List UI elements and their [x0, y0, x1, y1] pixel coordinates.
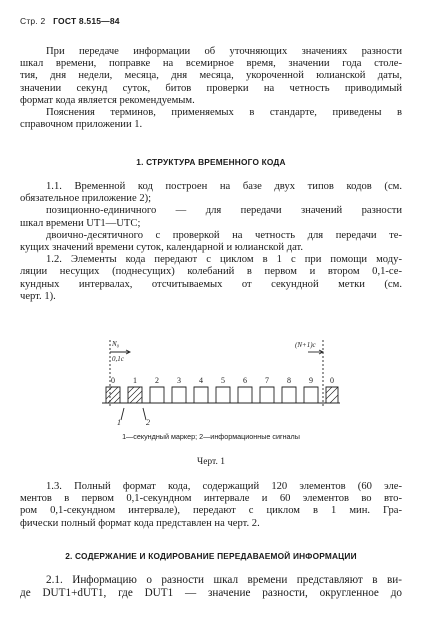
element-number: 0 [330, 376, 334, 385]
element-number: 2 [155, 376, 159, 385]
text-line: справочном приложении 1. [20, 119, 143, 131]
start-label: N₀ [112, 340, 120, 348]
element-number: 3 [177, 376, 181, 385]
marker-1-label: 1 [117, 418, 121, 425]
section-2-title: 2. СОДЕРЖАНИЕ И КОДИРОВАНИЕ ПЕРЕДАВАЕМОЙ ИНФОРМАЦИИ [65, 551, 357, 561]
pulse [106, 387, 120, 403]
element-number: 6 [243, 376, 247, 385]
interval-label: 0,1с [112, 355, 124, 363]
text-line: При передаче информации об уточняющих значениях разности [46, 46, 402, 57]
text-line: де DUT1+dUT1, где DUT1 — значение разности, округленное до [20, 587, 402, 599]
text-line: черт. 1). [20, 290, 56, 302]
pulse [150, 387, 164, 403]
pulse [238, 387, 252, 403]
element-number: 5 [221, 376, 225, 385]
element-number: 8 [287, 376, 291, 385]
pulse [282, 387, 296, 403]
hatched-pulse [106, 387, 338, 403]
text-line: формат кода является рекомендуемым. [20, 94, 195, 106]
text-line: 1.3. Полный формат кода, содержащий 120 элементов (60 эле- [46, 481, 402, 492]
section-2-text [20, 574, 402, 600]
text-line: 1.2. Элементы кода передают с циклом в 1 с при помощи моду- [46, 254, 402, 266]
pulse [194, 387, 208, 403]
text-line: 2.1. Информацию о разности шкал времени представляют в ви- [46, 574, 402, 586]
text-line: двоично-десятичного с проверкой на четность для передачи те- [46, 229, 402, 241]
text-line: ментов в первом 0,1-секундном интервале и 60 элементов во вто- [20, 493, 402, 505]
pulse [172, 387, 186, 403]
text-line: кундных интервалах, отсчитываемых от секундной метки (см. [20, 278, 402, 290]
marker-leader [121, 408, 124, 420]
section-1-continued [20, 481, 402, 530]
text-line: кущих значений времени суток, календарной и юлианской дат. [20, 242, 303, 254]
section-1-title: 1. СТРУКТУРА ВРЕМЕННОГО КОДА [136, 157, 286, 167]
text-line: 1.1. Временной код построен на базе двух типов кодов (см. [46, 181, 402, 192]
text-line: шкал времени, поправке на всемирное время, значении года столе- [20, 58, 402, 70]
figure-legend: 1—секундный маркер; 2—информационные сигналы [122, 432, 300, 441]
text-line: ляции несущих (поднесущих) колебаний в первом и втором 0,1-се- [20, 266, 402, 278]
text-line: значении секунд суток, битов проверки на четность приводимый [20, 82, 402, 94]
element-number: 4 [199, 376, 203, 385]
pulse [260, 387, 274, 403]
element-number: 7 [265, 376, 269, 385]
text-line: ром 0,1-секундном интервале), передают с циклом в 1 мин. Гра- [20, 505, 402, 517]
text-line: шкал времени UT1—UTC; [20, 217, 141, 229]
pulse [304, 387, 318, 403]
text-line: фически полный формат кода представлен на черт. 2. [20, 517, 260, 529]
element-number: 9 [309, 376, 313, 385]
page-header [20, 16, 120, 26]
pulse [216, 387, 230, 403]
element-number: 1 [133, 376, 137, 385]
text-line: обязательное приложение 2); [20, 193, 152, 205]
page-number: Стр. 2 [20, 16, 46, 26]
standard-code: ГОСТ 8.515—84 [53, 16, 120, 26]
element-number: 0 [111, 376, 115, 385]
intro-paragraph [20, 46, 402, 131]
text-line: тия, дня недели, месяца, дня месяца, укороченной юлианской даты, [20, 70, 402, 82]
text-line: Пояснения терминов, применяемых в стандарте, приведены в [46, 107, 402, 119]
next-second-label: (N+1)с [295, 341, 316, 349]
section-1-text [20, 181, 402, 303]
figure-label: Черт. 1 [197, 457, 225, 467]
pulse [128, 387, 142, 403]
text-line: позиционно-единичного — для передачи значений разности [46, 205, 402, 217]
marker-2-label: 2 [146, 418, 150, 425]
figure-1-diagram [90, 335, 350, 425]
